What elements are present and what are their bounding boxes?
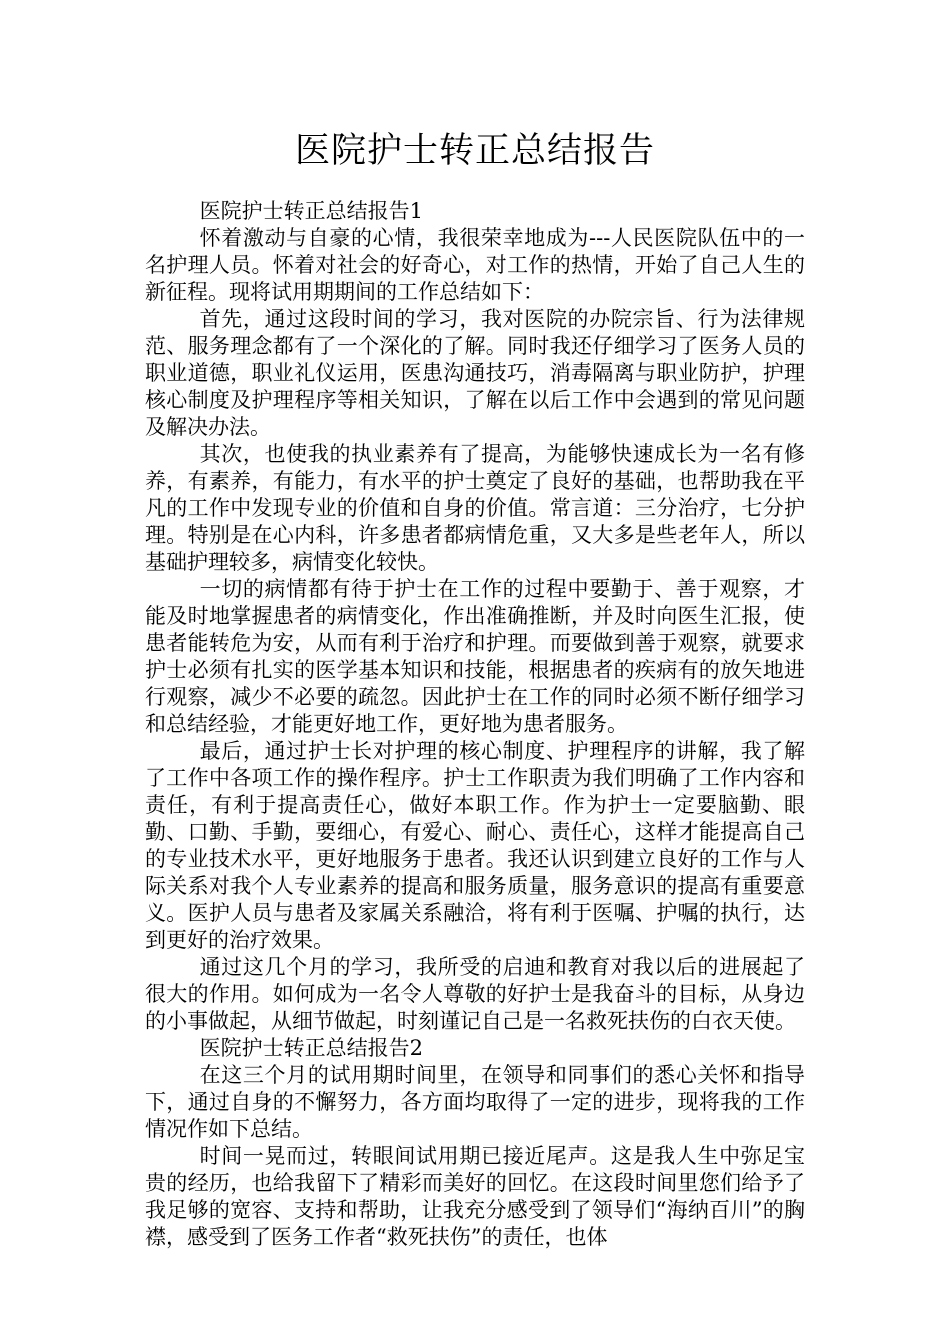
paragraph-last: 最后，通过护士长对护理的核心制度、护理程序的讲解，我了解了工作中各项工作的操作程序。护士工作职责为我们明确了工作内容和责任，有利于提高责任心，做好本职工作。作为护士一定要脑勤、眼勤、口勤、手勤，要细心，有爱心、耐心、责任心，这样才能提高自己的专业技术水平，更好地服务于患者。我还认识到建立良好的工作与人际关系对我个人专业素养的提高和服务质量，服务意识的提高有重要意义。医护人员与患者及家属关系融洽，将有利于医嘱、护嘱的执行，达到更好的治疗效果。 bbox=[145, 739, 805, 952]
paragraph-intro: 怀着激动与自豪的心情，我很荣幸地成为---人民医院队伍中的一名护理人员。怀着对社会的好奇心，对工作的热情，开始了自己人生的新征程。现将试用期期间的工作总结如下： bbox=[145, 226, 805, 304]
section-heading-2: 医院护士转正总结报告2 bbox=[199, 1036, 423, 1060]
paragraph-report2-time: 时间一晃而过，转眼间试用期已接近尾声。这是我人生中弥足宝贵的经历，也给我留下了精彩而美好的回忆。在这段时间里您们给予了我足够的宽容、支持和帮助，让我充分感受到了领导们“海纳百川”的胸襟，感受到了医务工作者“救死扶伤”的责任，也体 bbox=[145, 1144, 805, 1249]
paragraph-second: 其次，也使我的执业素养有了提高，为能够快速成长为一名有修养，有素养，有能力，有水平的护士奠定了良好的基础，也帮助我在平凡的工作中发现专业的价值和自身的价值。常言道：三分治疗，七分护理。特别是在心内科，许多患者都病情危重，又大多是些老年人，所以基础护理较多，病情变化较快。 bbox=[145, 442, 805, 574]
paragraph-observation: 一切的病情都有待于护士在工作的过程中要勤于、善于观察，才能及时地掌握患者的病情变化，作出准确推断，并及时向医生汇报，使患者能转危为安，从而有利于治疗和护理。而要做到善于观察，就要求护士必须有扎实的医学基本知识和技能，根据患者的疾病有的放矢地进行观察，减少不必要的疏忽。因此护士在工作的同时必须不断仔细学习和总结经验，才能更好地工作，更好地为患者服务。 bbox=[145, 577, 805, 736]
paragraph-conclusion: 通过这几个月的学习，我所受的启迪和教育对我以后的进展起了很大的作用。如何成为一名令人尊敬的好护士是我奋斗的目标，从身边的小事做起，从细节做起，时刻谨记自己是一名救死扶伤的白衣天使。 bbox=[145, 955, 805, 1033]
document-title: 医院护士转正总结报告 bbox=[294, 131, 655, 171]
paragraph-report2-intro: 在这三个月的试用期时间里，在领导和同事们的悉心关怀和指导下，通过自身的不懈努力，各方面均取得了一定的进步，现将我的工作情况作如下总结。 bbox=[145, 1063, 805, 1141]
document-body bbox=[145, 198, 805, 1251]
section-heading-1: 医院护士转正总结报告1 bbox=[199, 199, 423, 223]
paragraph-first: 首先，通过这段时间的学习，我对医院的办院宗旨、行为法律规范、服务理念都有了一个深化的了解。同时我还仔细学习了医务人员的职业道德，职业礼仪运用，医患沟通技巧，消毒隔离与职业防护，护理核心制度及护理程序等相关知识，了解在以后工作中会遇到的常见问题及解决办法。 bbox=[145, 307, 805, 439]
